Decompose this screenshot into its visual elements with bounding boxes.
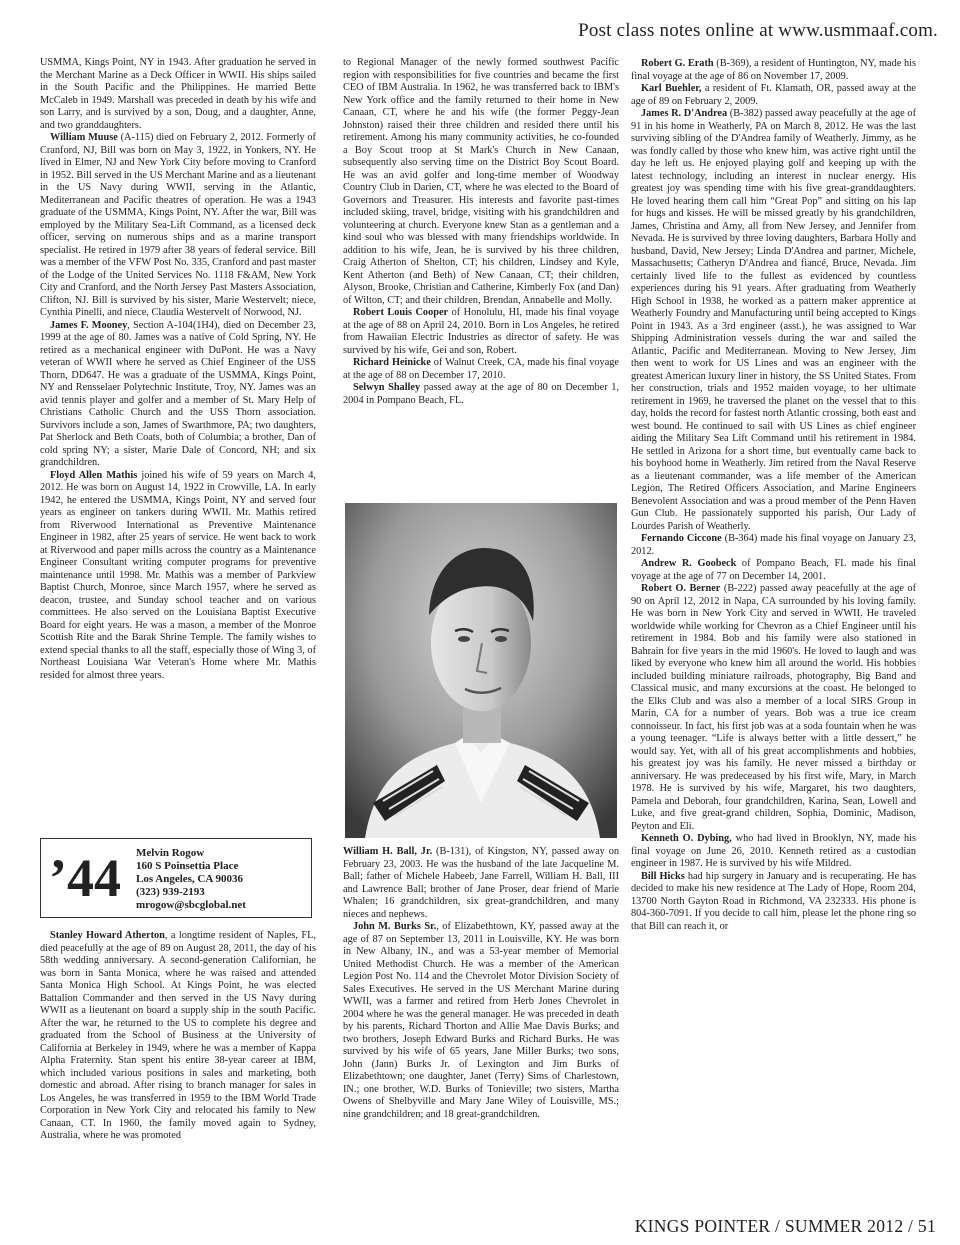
column-3 [631,58,916,933]
obituary-entry: Robert G. Erath (B-369), a resident of Huntington, NY, made his final voyage at the age of 86 on November 17, 2009. [631,58,916,82]
obituary-entry: Kenneth O. Dybing, who had lived in Brooklyn, NY, made his final voyage on June 26, 2010. Kenneth retired as a custodian engineer in 1987. He is survived by his wife Mildred. [631,833,916,869]
obituary-entry: to Regional Manager of the newly formed southwest Pacific region with responsibilities for five countries and became the first CEO of IBM Australia. In 1962, he was transferred back to IBM's New York office and the family returned to their home in New Canaan, CT, where he and his wife (the former Peggy-Jean Johnston) raised their three children and resided there until his retirement. Among his many community activities, he co-founded a Boy Scout troop at St Mark's Church in New Canaan, subsequently also serving time on the District Boy Scout Board. He was an avid golfer and long-time member of Woodway Country Club in Darien, CT, where he was elected to the Board of Governors and Treasurer. His interests and favorite past-times included skiing, travel, bridge, visiting with his grandchildren and volunteering at church. Everyone knew Stan as a gentleman and a kind soul who was blessed with many friendships worldwide. In addition to his wife, Jean, he is survived by his three children, Craig Atherton of Shelton, CT; his children, Lindsey and Kyle, Kent Atherton (and Beth) of New Canaan, CT; their children, Alyson, Brooke, Christian and Catherine, Kimberly Fox (and Dan) of Wilton, CT; and their children, Brendan, Annabelle and Molly. [343,57,619,306]
obituary-entry: Fernando Ciccone (B-364) made his final voyage on January 23, 2012. [631,533,916,557]
obituary-entry: Selwyn Shalley passed away at the age of 80 on December 1, 2004 in Pompano Beach, FL. [343,382,619,406]
class-secretary-contact: Melvin Rogow 160 S Poinsettia Place Los Angeles, CA 90036 (323) 939-2193 mrogow@sbcglobal.net [136,847,246,911]
obituary-entry: Robert O. Berner (B-222) passed away peacefully at the age of 90 on April 12, 2012 in Napa, CA surrounded by his loving family. He was born in New York City and served in WWII. He traveled worldwide while working for Chevron as a Chief Engineer until his retirement in 1984. Bob and his family were also stationed in Bahrain for five years in the mid 1960's. He loved to laugh and was liked by everyone who knew him all around the world. His hobbies included building miniature railroads, photography, Big Band and Classical music, and many excursions at the coast. He belonged to the Elks Club and was also a member of a local SIRS Group in Marin, CA for a number of years. Bob was a true ice cream connoisseur. In fact, his first job was at a soda fountain when he was a young teenager. “Life is always better with a little dessert,” he would say. Yet, with all of his great accomplishments and hobbies, his greatest joy was his family. He never missed a birthday or anniversary. He was predeceased by his first wife, Mary, in March 1978. He is survived by his wife, Margaret, his two daughters, Pamela and Deborah, four grandchildren, Karina, Sean, Lowell and Luke, and five great-grand children, Sophia, Dominic, Madison, Peyton and Eli. [631,583,916,832]
obituary-entry: USMMA, Kings Point, NY in 1943. After graduation he served in the Merchant Marine as a Deck Officer in WWII. His ships sailed in the South Pacific and the Philippines. He married Bette McCaleb in 1949. Marshall was preceded in death by his wife and son Larry, and is survived by a son, Doug, and a daughter, Anne, and two granddaughters. [40,57,316,131]
class-secretary-box [40,838,312,918]
obituary-entry: Floyd Allen Mathis joined his wife of 59 years on March 4, 2012. He was born on August 14, 1922 in Crowville, LA. In early 1942, he entered the USMMA, Kings Point, NY and served four years as engineer on tankers during WWII. Mr. Mathis retired from Riverwood International as Preventive Maintenance Engineer in 1982, after 25 years of service. He went back to work at Riverwood and paper mills across the country as a Maintenance Engineer Consultant writing computer programs for preventive maintenance until 1998. Mr. Mathis was a member of Parkview Baptist Church, Monroe, since March 1957, where he served as deacon, trustee, and Sunday school teacher and on various committees. He also served on the Louisiana Baptist Executive Board for eight years. He was a mason, a member of the Monroe Scottish Rite and the Barak Shrine Temple. The family wishes to extend special thanks to all the staff, especially those of Wing 3, of Northeast Louisiana War Veteran's Home where Mr. Mathis resided for almost three years. [40,469,316,681]
obituary-entry: Robert Louis Cooper of Honolulu, HI, made his final voyage at the age of 88 on April 24, 2010. Born in Los Angeles, he retired from Hawaiian Electric Industries as director of safety. He was survived by his wife, Gei and son, Robert. [343,307,619,356]
column-1-lower [40,930,316,1143]
obituary-entry: William H. Ball, Jr. (B-131), of Kingston, NY, passed away on February 23, 2003. He was the husband of the late Jacqueline M. Ball; father of Michele Habeeb, Jane Farrell, William H. Ball, III and Lawrence Ball; brother of Jane Proser, dear friend of Marie Whalen; 16 grandchildren, six great-grandchildren, and many nieces and nephews. [343,846,620,920]
column-1 [40,57,316,682]
obituary-entry: James R. D'Andrea (B-382) passed away peacefully at the age of 91 in his home in Weatherly, PA on March 8, 2012. He was the last surviving sibling of the D'Andrea family of Weatherly. Jimmy, as he was fondly called by those who knew him, was active right until the day he left us. He enjoyed playing golf and keeping up with the latest technology, including an interest in nuclear energy. His greatest joy was spending time with his five great-granddaughters. He loved hearing them call him “Great Pop” and sitting on his lap for hugs and kisses. He will be missed greatly by his grandchildren, James, Christina and Amy, all from New Jersey, and Jennifer from Nevada. He is survived by three loving daughters, Barbara Holly and husband, David, New Jersey; Linda D'Andrea and partner, Michele, Massachusetts; Catheryn D'Andrea and fiancé, Bruce, Nevada. Jim certainly lived life to the fullest as evidenced by countless experiences during his 91 years. After graduating from Weatherly High School in 1938, he worked as a pattern maker apprentice at Weatherly Foundry and Manufacturing until being accepted to Kings Point in 1943. As a 3rd engineer (asst.), he was assigned to War Shipping Administration vessels during the war and sailed the Atlantic, Pacific and Mediterranean. Moving to New Jersey, Jim then went to work for US Lines and was an engineer with the greatest American luxury liner in history, the SS United States. From her construction, trials and 1952 maiden voyage, to her ultimate retirement in 1969, he traversed the planet on the vessel that to this day, holds the record for fastest north Atlantic crossing, both east and west bound. He continued to sail with US Lines as chief engineer aiding the Military Sea Lift Command until his retirement in 1984. He settled in Arizona for a short time, but eventually came back to his boyhood home in Weatherly. Jim retired from the Naval Reserve as a lieutenant commander, was a life member of the American Legion, The Retired Officers Association, and Marine Engineers Benevolent Association and was a proud member of the Penn Haven Gun Club. He passionately supported his parish, Our Lady of Lourdes Parish of Weatherly. [631,108,916,532]
obituary-entry: Karl Buehler, a resident of Ft. Klamath, OR, passed away at the age of 89 on February 2, 2009. [631,83,916,107]
class-year: ’44 [49,848,121,908]
obituary-entry: Andrew R. Goobeck of Pompano Beach, FL made his final voyage at the age of 77 on December 14, 2001. [631,558,916,582]
obituary-entry: Bill Hicks had hip surgery in January and is recuperating. He has decided to make his new residence at The Lady of Hope, Room 204, 13700 North Gayton Road in Richmond, VA 232333. His phone is 804-360-7091. If you decide to call him, please let the phone ring so that Bill can reach it, or [631,870,916,932]
obituary-entry: John M. Burks Sr., of Elizabethtown, KY, passed away at the age of 87 on September 13, 2011 in Louisville, KY. He was born in New Albany, IN., and was a 53-year member of Memorial United Methodist Church. He was a member of the American Legion Post No. 114 and the Chevrolet Motor Division Society of Sales Executives. He served in the US Merchant Marine during WWII, was a farmer and retired from Herb Jones Chevrolet in 2004 where he was the general manager. He was preceded in death by his parents, Richard Thorton and Allie Mae Davis Burks; and two brothers, Joseph Edward Burks and Richard Burks. He was survived by his wife of 65 years, Jane Miller Burks; two sons, John (Jann) Burks Jr. of Lexington and Jim Burks of Elizabethtown; one daughter, Janet (Terry) Sims of Charlestown, IN.; one brother, W.D. Burks of Tonieville; two sisters, Martha Owens of Shelbyville and Mary Jane Wiley of Louisville, MS.; nine grandchildren; and 18 great-grandchildren. [343,921,620,1120]
column-2 [343,57,619,407]
header-note: Post class notes online at www.usmmaaf.com. [578,20,938,41]
obituary-entry: Stanley Howard Atherton, a longtime resident of Naples, FL, died peacefully at the age of 89 on August 28, 2011, the day of his 58th wedding anniversary. A second-generation Californian, he was born in Santa Monica, where he was raised and attended Santa Monica High School. At Kings Point, he was elected Battalion Commander and then served in the US Navy during WWII as a lieutenant on board a supply ship in the south Pacific. After the war, he returned to the US to complete his degree and graduated from the School of Business at the University of California at Berkeley in 1949, where he was a member of Kappa Alpha Fraternity. Stan spent his entire 38-year career at IBM, which included various positions in sales and marketing, both domestic and abroad. After rising to branch manager for sales in Los Angeles, he was transferred in 1959 to the IBM World Trade Corporation in New York City and relocated his family to New Canaan, CT. In 1960, the family moved again to Sydney, Australia, where he was promoted [40,930,316,1141]
obituary-entry: William Muuse (A-115) died on February 2, 2012. Formerly of Cranford, NJ, Bill was born on May 3, 1922, in Yonkers, NY. He lived in Elmer, NJ and New York City before moving to Cranford in 1952. Bill served in the US Merchant Marine and as a lieutenant in the US Navy during WWII, serving in the Atlantic, Mediterranean and Pacific theatres of operation. He was a 1943 graduate of the USMMA, Kings Point, NY. After the war, Bill was employed by the Military Sea-Lift Command, as a licensed deck officer, serving on numerous ships and as a marine transport specialist. He retired in 1979 after 38 years of federal service. Bill was a member of the VFW Post No. 335, Cranford and past master of the Lodge of the United Services No. 1118 F&AM, New York City and Cranford, and the North Jersey Past Masters Association, Clifton, NJ. Bill is survived by his sister, Marie Westervelt; niece, Cynthia Pinelli, and niece, Claudia Westervelt of Norwood, NJ. [40,132,316,318]
portrait-photo [345,503,617,838]
obituary-entry: Richard Heinicke of Walnut Creek, CA, made his final voyage at the age of 88 on December 17, 2010. [343,357,619,381]
column-2-lower [343,846,619,1121]
obituary-entry: James F. Mooney, Section A-104(1H4), died on December 23, 1999 at the age of 80. James was a native of Cold Spring, NY. He retired as a mechanical engineer with DuPont. He was a Navy veteran of WWII where he served as Chief Engineer of the USS Thorn, DD647. He was a graduate of the USMMA, Kings Point, NY and Rensselaer Polytechnic Institute, Troy, NY. James was an avid tennis player and golfer and a member of St. Mary Help of Christians Catholic Church and the USS Thorn association. Survivors include a son, James of Swarthmore, PA; two daughters, Pat Sherlock and Beth Coats, both of Columbia; a brother, Dan of cold spring NY; a sister, Marie Dale of Concord, NH; and six grandchildren. [40,319,316,468]
page-footer: KINGS POINTER / SUMMER 2012 / 51 [634,1216,936,1236]
